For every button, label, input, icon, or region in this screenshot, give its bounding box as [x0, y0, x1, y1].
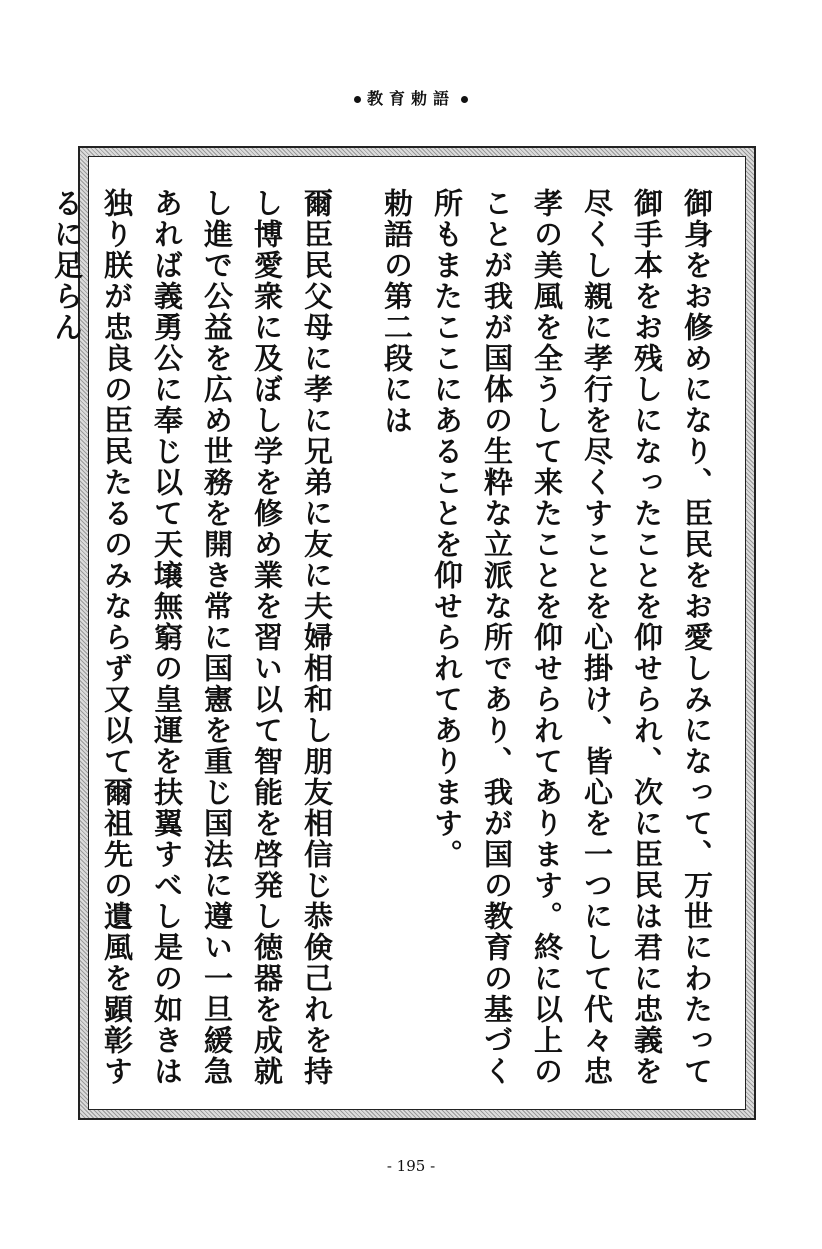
- vertical-text-body: [42, 188, 722, 1088]
- header-title: 教育勅語: [366, 89, 455, 108]
- page-number: - 195 -: [386, 1157, 436, 1175]
- section-heading: 勅語の第二段には: [380, 188, 414, 436]
- paragraph-1: 御身をお修めになり、臣民をお愛しみになって、万世にわたって御手本をお残しになったことを仰せられ、次に臣民は君に忠義を尽くし親に孝行を尽くすことを心掛け、皆心を一つにして代々忠孝の美風を全うして来たことを仰せられてあります。終に以上のことが我が国体の生粋な立派な所であり、我が国の教育の基づく所もまたここにあることを仰せられてあります。: [430, 188, 714, 1087]
- bullet-left-icon: [354, 96, 361, 103]
- running-header: [0, 86, 822, 109]
- rescript-quote: 爾臣民父母に孝に兄弟に友に夫婦相和し朋友相信じ恭倹己れを持し博愛衆に及ぼし学を修め業を習い以て智能を啓発し徳器を成就し進で公益を広め世務を開き常に国憲を重じ国法に遵い一旦緩急あれば義勇公に奉じ以て天壌無窮の皇運を扶翼すべし是の如きは独り朕が忠良の臣民たるのみならず又以て爾祖先の遺風を顕彰するに足らん: [50, 188, 334, 1087]
- bullet-right-icon: [461, 96, 468, 103]
